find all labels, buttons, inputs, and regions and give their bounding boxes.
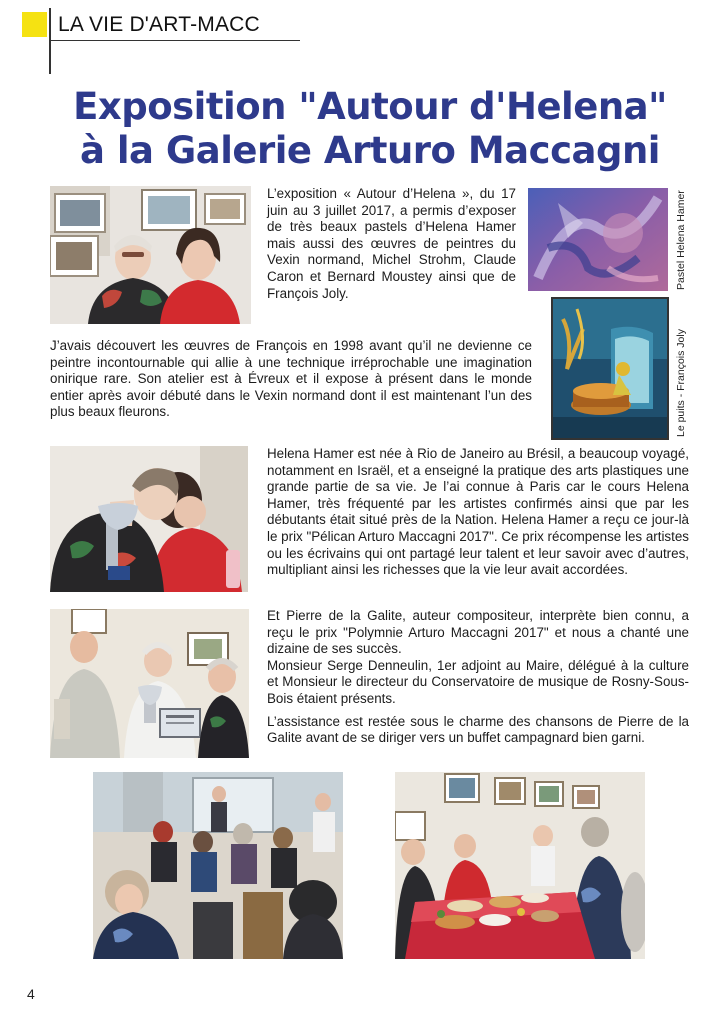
pierre-serge-paragraphs (267, 608, 689, 747)
helena-hamer-paragraph (267, 446, 689, 579)
article-headline (60, 85, 680, 173)
intro-text: L’exposition « Autour d’Helena », du 17 juin au 3 juillet 2017, a permis d’exposer de très beaux pastels d’Helena Hamer mais aussi des œuvres de peintres du Vexin normand, Michel Strohm, Claude Caron et Bernard Moustey ainsi que de François Joly. (267, 186, 516, 301)
photo-audience (93, 772, 343, 959)
section-title: LA VIE D'ART-MACC (58, 13, 260, 36)
intro-paragraph (267, 186, 516, 302)
photo-two-women (50, 186, 251, 324)
caption-le-puits: Le puits - François Joly (675, 329, 687, 437)
page-number: 4 (27, 986, 35, 1002)
helena-text: Helena Hamer est née à Rio de Janeiro au Brésil, a beaucoup voyagé, notamment en Israël, et a enseigné la pratique des arts plastiques une grande partie de sa vie. Je l’ai connue à Paris car le cours Helena Hamer, très fréquenté par les artistes confirmés ainsi que par les débutants était situé près de la Nation. Helena Hamer a reçu ce jour-là le prix "Pélican Arturo Maccagni 2017". Ce prix récompense les artistes ou les écrivains qui ont partagé leur talent et leur savoir avec d’autres, multipliant ainsi les richesses que la vie leur avait accordées. (267, 446, 689, 578)
francois-joly-paragraph (50, 338, 532, 421)
headline-line-2: à la Galerie Arturo Maccagni (80, 129, 660, 172)
francois-text: J’avais découvert les œuvres de François en 1998 avant qu’il ne devienne ce peintre incontournable qui allie à une technique irréprochable une imagination onirique rare. Son atelier est à Évreux et il expose à présent dans le monde entier après avoir débuté dans le Vexin normand dont il est maintenant l’un des plus beaux fleurons. (50, 338, 532, 420)
le-puits-francois-joly-image (551, 297, 669, 440)
pastel-helena-hamer-image (528, 188, 668, 291)
photo-helena-trophy (50, 446, 248, 592)
photo-buffet (395, 772, 645, 959)
pierre-text: Et Pierre de la Galite, auteur compositeur, interprète bien connu, a reçu le prix "Polymnie Arturo Maccagni 2017" et nous a chanté une dizaine de ses succès. (267, 608, 689, 657)
photo-prize-ceremony (50, 609, 249, 758)
header-horizontal-rule (49, 40, 300, 41)
serge-text: Monsieur Serge Denneulin, 1er adjoint au Maire, délégué à la culture et Monsieur le directeur du Conservatoire de musique de Rosny-Sous-Bois étaient présents. (267, 657, 689, 706)
header-vertical-rule (49, 8, 51, 74)
caption-pastel: Pastel Helena Hamer (675, 190, 687, 290)
yellow-accent-square (22, 12, 47, 37)
headline-line-1: Exposition "Autour d'Helena" (73, 85, 667, 128)
assistance-text: L’assistance est restée sous le charme des chansons de Pierre de la Galite avant de se diriger vers un buffet campagnard bien garni. (267, 713, 689, 746)
